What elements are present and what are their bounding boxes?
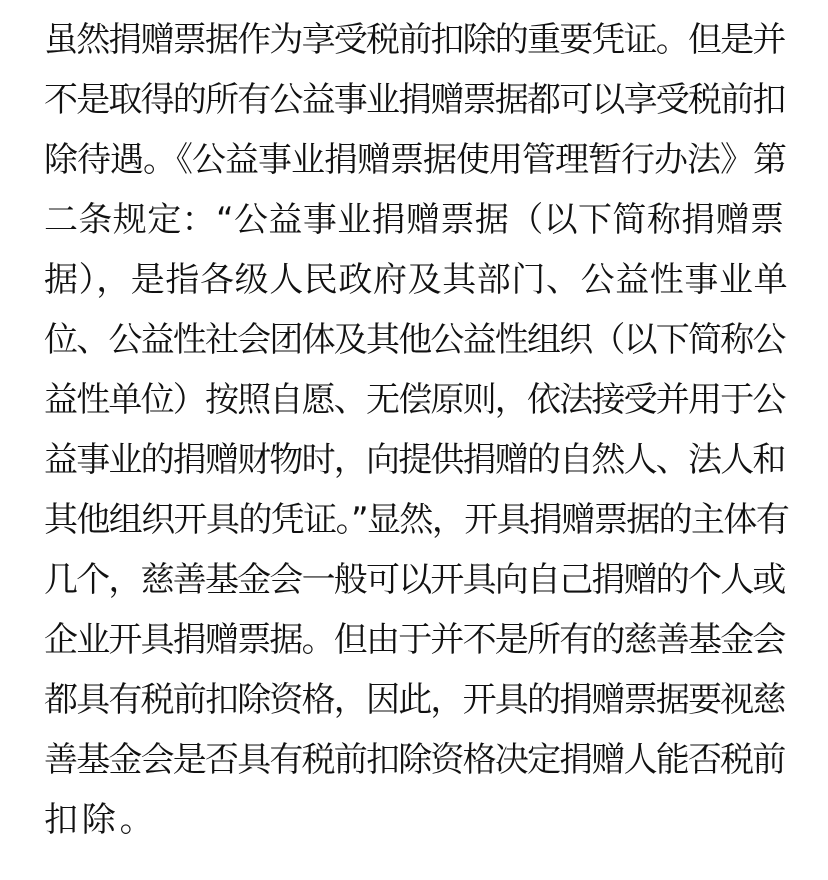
text-line: 虽然捐赠票据作为享受税前扣除的重要凭证。但是并 bbox=[44, 20, 785, 60]
text-line: 二条规定：“公益事业捐赠票据（以下简称捐赠票 bbox=[44, 200, 785, 240]
text-line: 不是取得的所有公益事业捐赠票据都可以享受税前扣 bbox=[44, 80, 785, 120]
text-line: 善基金会是否具有税前扣除资格决定捐赠人能否税前 bbox=[44, 740, 785, 780]
text-line: 除待遇。《公益事业捐赠票据使用管理暂行办法》第 bbox=[44, 140, 786, 180]
text-line: 益性单位）按照自愿、无偿原则，依法接受并用于公 bbox=[44, 380, 785, 420]
text-line: 几个，慈善基金会一般可以开具向自己捐赠的个人或 bbox=[44, 560, 785, 600]
text-line: 其他组织开具的凭证。”显然，开具捐赠票据的主体有 bbox=[44, 500, 789, 540]
text-line: 位、公益性社会团体及其他公益性组织（以下简称公 bbox=[44, 320, 785, 360]
text-line: 益事业的捐赠财物时，向提供捐赠的自然人、法人和 bbox=[44, 440, 785, 480]
text-line: 据），是指各级人民政府及其部门、公益性事业单 bbox=[44, 260, 789, 300]
text-line: 扣除。 bbox=[44, 800, 158, 840]
text-line: 都具有税前扣除资格，因此，开具的捐赠票据要视慈 bbox=[44, 680, 785, 720]
text-line: 企业开具捐赠票据。但由于并不是所有的慈善基金会 bbox=[44, 620, 785, 660]
